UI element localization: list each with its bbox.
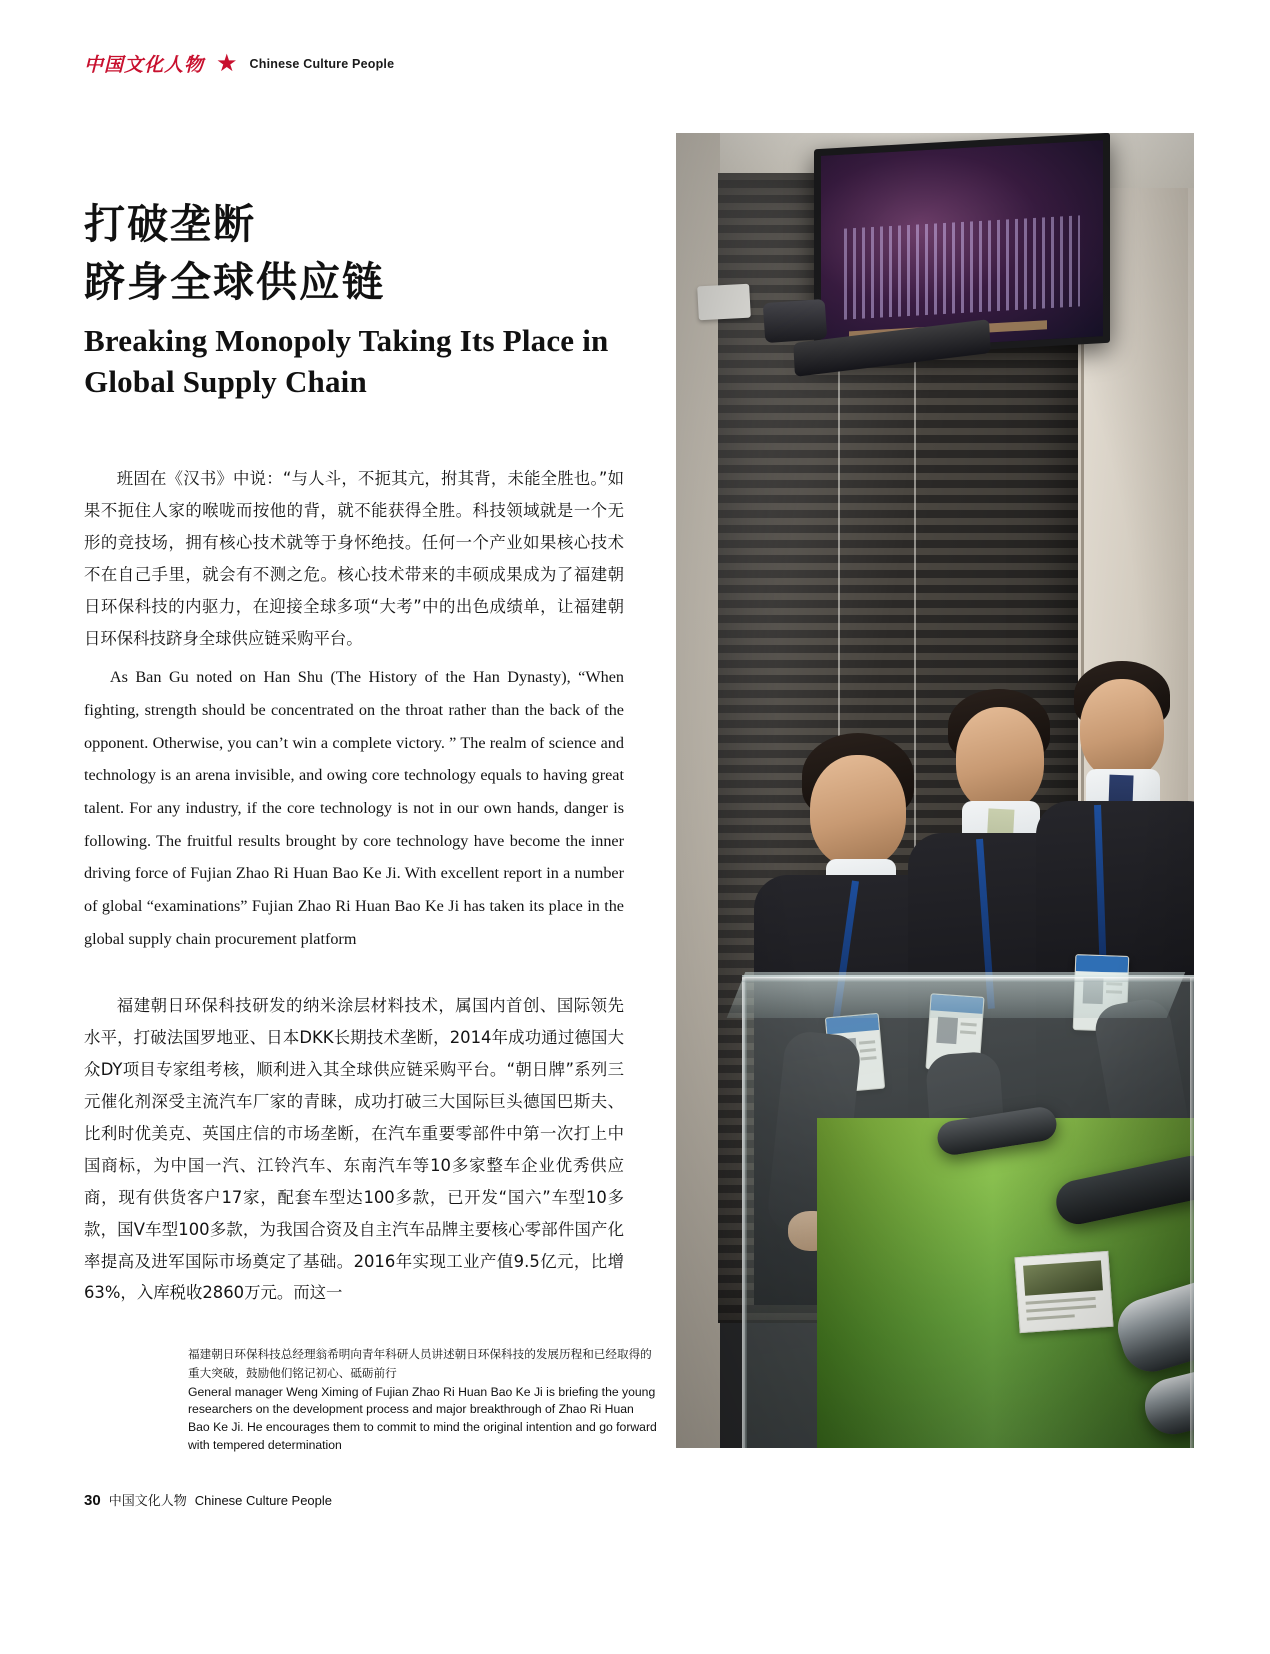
star-icon: ★ (216, 50, 238, 77)
paragraph-en-1: As Ban Gu noted on Han Shu (The History of the Han Dynasty), “When fighting, strength should be concentrated on the throat rather than the back of the opponent. Otherwise, you can’t win a complete victory. ” The realm of science and technology is an arena invisible, and owing core technology equals to having great talent. For any industry, if the core technology is not in our own hands, danger is following. The fruitful results brought by core technology have become the inner driving force of Fujian Zhao Ri Huan Bao Ke Ji. With excellent report in a number of global “examinations” Fujian Zhao Ri Huan Bao Ke Ji has taken its place in the global supply chain procurement platform (84, 668, 624, 948)
case-frame-top (742, 977, 1194, 982)
page-title-cn (84, 195, 624, 311)
exhibit-label-line (1026, 1305, 1096, 1313)
person-right-head (1080, 679, 1164, 779)
wall-left (676, 133, 720, 1448)
paragraph-cn-1: 班固在《汉书》中说：“与人斗，不扼其亢，拊其背，未能全胜也。”如果不扼住人家的喉咙而按他的背，就不能获得全胜。科技领域就是一个无形的竞技场，拥有核心技术就等于身怀绝技。任何一个产业如果核心技术不在自己手里，就会有不测之危。核心技术带来的丰硕成果成为了福建朝日环保科技的内驱力，在迎接全球多项“大考”中的出色成绩单，让福建朝日环保科技跻身全球供应链采购平台。 (84, 469, 624, 649)
exhibit-label-line (1027, 1314, 1075, 1320)
article-text-column (84, 195, 624, 1309)
footer-en-label: Chinese Culture People (194, 1493, 333, 1508)
paragraph-cn-2: 福建朝日环保科技研发的纳米涂层材料技术，属国内首创、国际领先水平，打破法国罗地亚、日本DKK长期技术垄断，2014年成功通过德国大众DY项目专家组考核，顺利进入其全球供应链采购平台。“朝日牌”系列三元催化剂深受主流汽车厂家的青睐，成功打破三大国际巨头德国巴斯夫、比利时优美克、英国庄信的市场垄断，在汽车重要零部件中第一次打上中国商标，为中国一汽、江铃汽车、东南汽车等10多家整车企业优秀供应商，现有供货客户17家，配套车型达100多款，已开发“国六”车型10多款，国V车型100多款，为我国合资及自主汽车品牌主要核心零部件国产化率提高及进军国际市场奠定了基础。2016年实现工业产值9.5亿元，比增63%，入库税收2860万元。而这一 (84, 995, 624, 1303)
exhibit-label-image (1023, 1260, 1103, 1295)
case-frame-left (742, 978, 747, 1448)
person-middle-head (956, 707, 1044, 811)
photo-scene (676, 133, 1194, 1448)
glass-display-case (742, 975, 1194, 1448)
person-left-head (810, 755, 906, 867)
title-cn-line-2: 跻身全球供应链 (84, 258, 385, 307)
article-body (84, 463, 624, 1309)
photo-caption (188, 1345, 658, 1455)
footer-cn-label: 中国文化人物 (108, 1494, 187, 1509)
exhibit-label-card (1014, 1251, 1113, 1333)
page-title-en: Breaking Monopoly Taking Its Place in Global Supply Chain (84, 323, 609, 400)
monitor-screen-content (844, 216, 1081, 319)
case-green-base (817, 1118, 1194, 1448)
badge-header-bar (1076, 955, 1129, 973)
masthead (84, 50, 394, 77)
caption-cn: 福建朝日环保科技总经理翁希明向青年科研人员讲述朝日环保科技的发展历程和已经取得的重大突破，鼓励他们铭记初心、砥砺前行 (188, 1347, 652, 1380)
case-frame-right (1190, 978, 1194, 1448)
monitor-screen (821, 140, 1103, 352)
title-cn-line-1: 打破垄断 (84, 200, 256, 248)
wall-socket-plate (697, 284, 751, 321)
masthead-cn-logo: 中国文化人物 (84, 54, 205, 76)
exhibit-label-line (1026, 1297, 1096, 1305)
article-photo (676, 133, 1194, 1448)
page-footer (84, 1490, 332, 1509)
caption-en: General manager Weng Ximing of Fujian Zhao Ri Huan Bao Ke Ji is briefing the young researchers on the development process and major breakthrough of Zhao Ri Huan Bao Ke Ji. He encourages them to commit to mind the original intention and go forward with tempered determination (188, 1384, 657, 1452)
masthead-en-logo: Chinese Culture People (249, 56, 395, 71)
page-number: 30 (84, 1492, 101, 1509)
monitor-mount-box (763, 299, 828, 343)
